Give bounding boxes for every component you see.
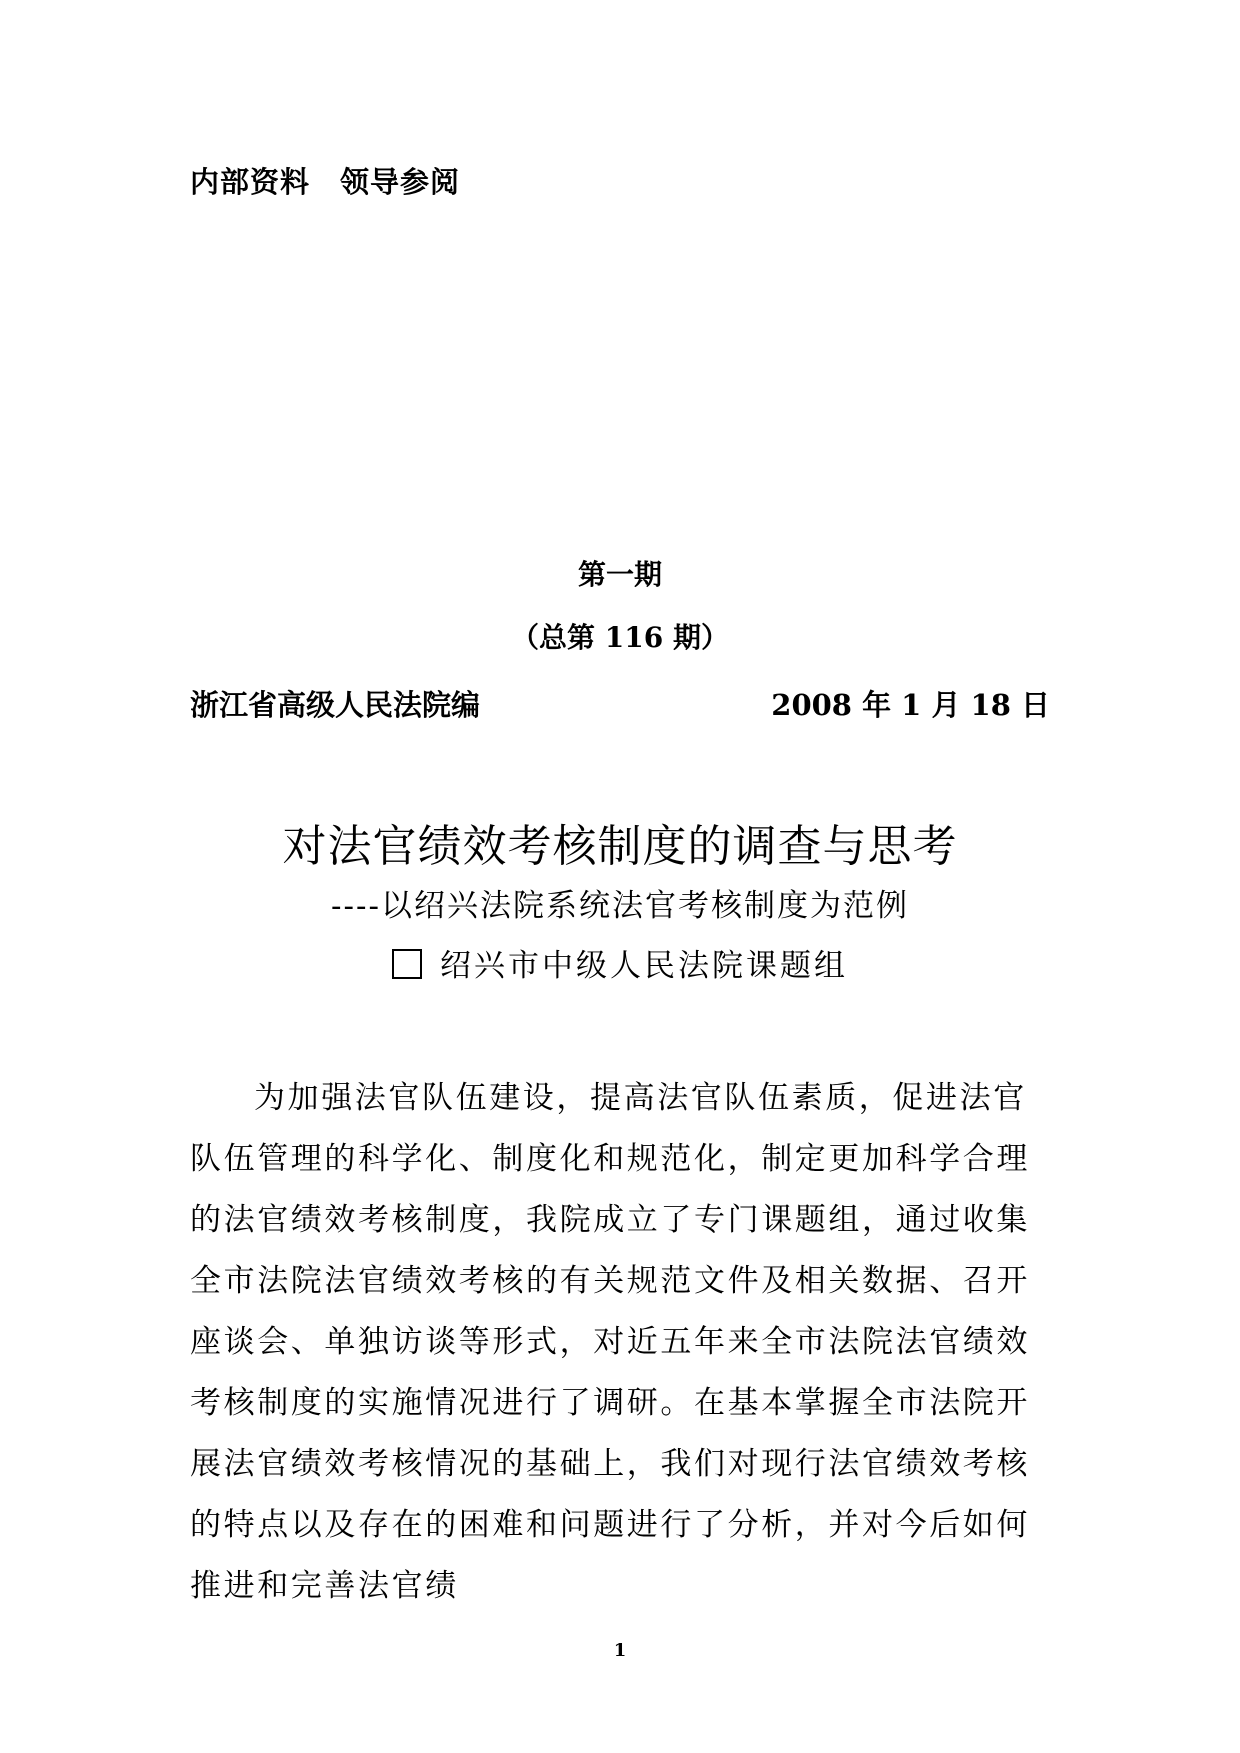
internal-material-label [190,160,460,201]
issue-number: 第一期 [577,558,662,591]
article-body [190,1068,1052,1617]
internal-label: 内部资料 [190,165,311,199]
issue-total: （总第 116 期） [511,621,729,654]
author-line [0,940,1240,984]
article-title: 对法官绩效考核制度的调查与思考 [282,821,958,872]
publisher: 浙江省高级人民法院编 [190,688,481,722]
publish-date: 2008 年 1 月 18 日 [771,688,1050,722]
body-paragraph: 为加强法官队伍建设，提高法官队伍素质，促进法官队伍管理的科学化、制度化和规范化，制定更加科学合理的法官绩效考核制度，我院成立了专门课题组，通过收集全市法院法官绩效考核的有关规范文件及相关数据、召开座谈会、单独访谈等形式，对近五年来全市法院法官绩效考核制度的实施情况进行了调研。在基本掌握全市法院开展法官绩效考核情况的基础上，我们对现行法官绩效考核的特点以及存在的困难和问题进行了分析，并对今后如何推进和完善法官绩 [190,1080,1030,1604]
page-number: 1 [613,1640,627,1661]
author: 绍兴市中级人民法院课题组 [440,948,848,984]
article-subtitle: ----以绍兴法院系统法官考核制度为范例 [331,888,909,924]
checkbox-square-icon [392,949,422,979]
leader-reference-label: 领导参阅 [340,165,461,199]
